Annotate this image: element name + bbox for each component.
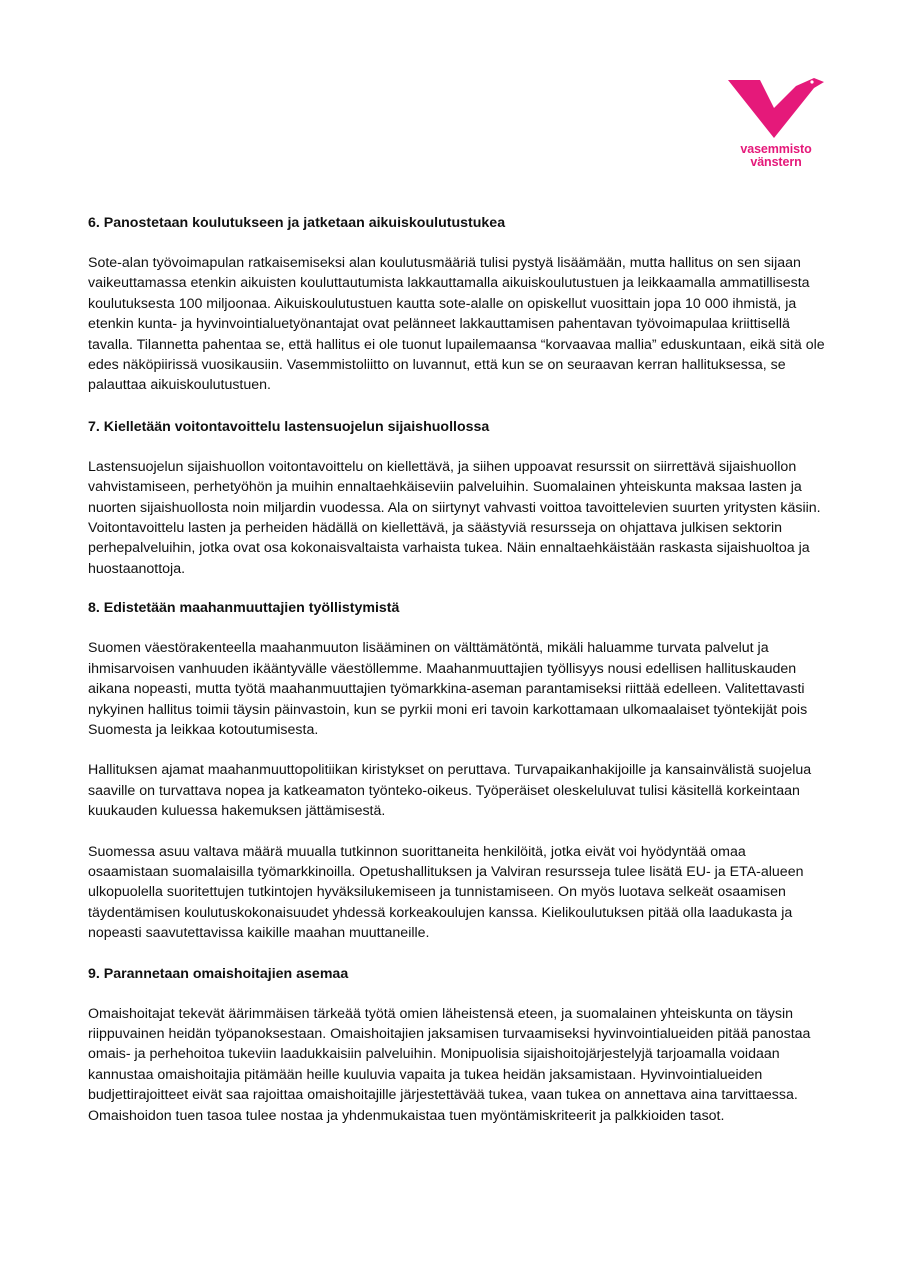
section-paragraph: Suomessa asuu valtava määrä muualla tutkinnon suorittaneita henkilöitä, jotka eivät voi hyödyntää omaa osaamistaan suomalaisilla työmarkkinoilla. Opetushallituksen ja Valviran resursseja tulee lisätä EU- ja ETA-alueen ulkopuolella suoritettujen tutkintojen hyväksilukemiseen ja tunnistamiseen. On myös luotava selkeät osaamisen täydentämisen koulutuskokonaisuudet yhdessä korkeakoulujen kanssa. Kielikoulutuksen pitää olla laadukasta ja nopeasti saavutettavissa kaikille maahan muuttaneille. [88,843,804,942]
section-heading: 9. Parannetaan omaishoitajien asemaa [88,965,349,982]
bird-icon [726,72,826,144]
section-heading: 6. Panostetaan koulutukseen ja jatketaan aikuiskoulutustukea [88,215,506,231]
section-heading: 8. Edistetään maahanmuuttajien työllistymistä [88,600,400,617]
section-paragraph: Sote-alan työvoimapulan ratkaisemiseksi alan koulutusmääriä tulisi pystyä lisäämään, mutta hallitus on sen sijaan vaikeuttamassa etenkin aikuisten kouluttautumista lakkauttamalla aikuiskoulutustuen ja leikkaamalla ammatillisesta koulutuksesta 100 miljoonaa. Aikuiskoulutustuen kautta sote-alalle on opiskellut vuosittain jopa 10 000 ihmistä, ja etenkin kunta- ja hyvinvointialuetyönantajat ovat pelänneet lakkauttamisen pahentavan työvoimapulaa kriittisellä tavalla. Tilannetta pahentaa se, että hallitus ei ole tuonut lupailemaansa “korvaavaa mallia” eduskuntaan, eikä sitä ole edes näköpiirissä vuosikausiin. Vasemmistoliitto on luvannut, että kun se on seuraavan kerran hallituksessa, se palauttaa aikuiskoulutustuen. [88,255,825,394]
section-heading: 7. Kielletään voitontavoittelu lastensuojelun sijaishuollossa [88,418,490,435]
section-6 [88,213,826,396]
party-logo [724,72,828,172]
logo-line-2: vänstern [750,155,802,169]
section-paragraph: Lastensuojelun sijaishuollon voitontavoittelu on kiellettävä, ja siihen uppoavat resurssit on siirrettävä sijaishuollon vahvistamiseen, perhetyöhön ja muihin ennaltaehkäiseviin palveluihin. Suomalainen yhteiskunta maksaa lasten ja nuorten sijaishuollosta noin miljardin vuodessa. Ala on siirtynyt vahvasti voittoa tavoittelevien suurten yritysten käsiin. Voitontavoittelu lasten ja perheiden hädällä on kiellettävä, ja säästyviä resursseja on ohjattava julkisen sektorin perhepalveluihin, jotka ovat osa kokonaisvaltaista varhaista tukea. Näin ennaltaehkäistään raskasta sijaishuoltoa ja huostaanottoja. [88,458,821,577]
section-8 [88,598,826,943]
section-7 [88,417,826,579]
section-paragraph: Suomen väestörakenteella maahanmuuton lisääminen on välttämätöntä, mikäli haluamme turvata palvelut ja ihmisarvoisen vanhuuden ikääntyvälle väestöllemme. Maahanmuuttajien työllisyys nousi edellisen hallituskauden aikana nopeasti, mutta työtä maahanmuuttajien työmarkkina-aseman parantamiseksi riittää edelleen. Valitettavasti nykyinen hallitus toimii täysin päinvastoin, kun se pyrkii moni eri tavoin karkottamaan ulkomaalaiset työntekijät pois Suomesta ja leikkaa kotoutumisesta. [88,640,808,738]
section-paragraph: Omaishoitajat tekevät äärimmäisen tärkeää työtä omien läheistensä eteen, ja suomalainen yhteiskunta on täysin riippuvainen heidän työpanoksestaan. Omaishoitajien jaksamisen turvaamiseksi hyvinvointialueiden pitää panostaa omais- ja perhehoitoa tukeviin laadukkaisiin palveluihin. Monipuolisia sijaishoitojärjestelyjä tarjoamalla voidaan kannustaa omaishoitajia pitämään heille kuuluvia vapaita ja tukea heidän jaksamistaan. Hyvinvointialueiden budjettirajoitteet eivät saa rajoittaa omaishoitajille järjestettävää tukea, vaan tukea on annettava aina tarvittaessa. Omaishoidon tuen tasoa tulee nostaa ja yhdenmukaistaa tuen myöntämiskriteerit ja palkkioiden tasot. [88,1005,811,1124]
section-paragraph: Hallituksen ajamat maahanmuuttopolitiikan kiristykset on peruttava. Turvapaikanhakijoille ja kansainvälistä suojelua saaville on turvattava nopea ja katkeamaton työnteko-oikeus. Työperäiset oleskeluluvat tulisi käsitellä korkeintaan kuukauden kuluessa hakemuksen jättämisestä. [88,762,812,820]
logo-line-1: vasemmisto [740,142,812,156]
section-9 [88,964,826,1126]
logo-wordmark [724,143,828,169]
document-body [88,213,826,1146]
